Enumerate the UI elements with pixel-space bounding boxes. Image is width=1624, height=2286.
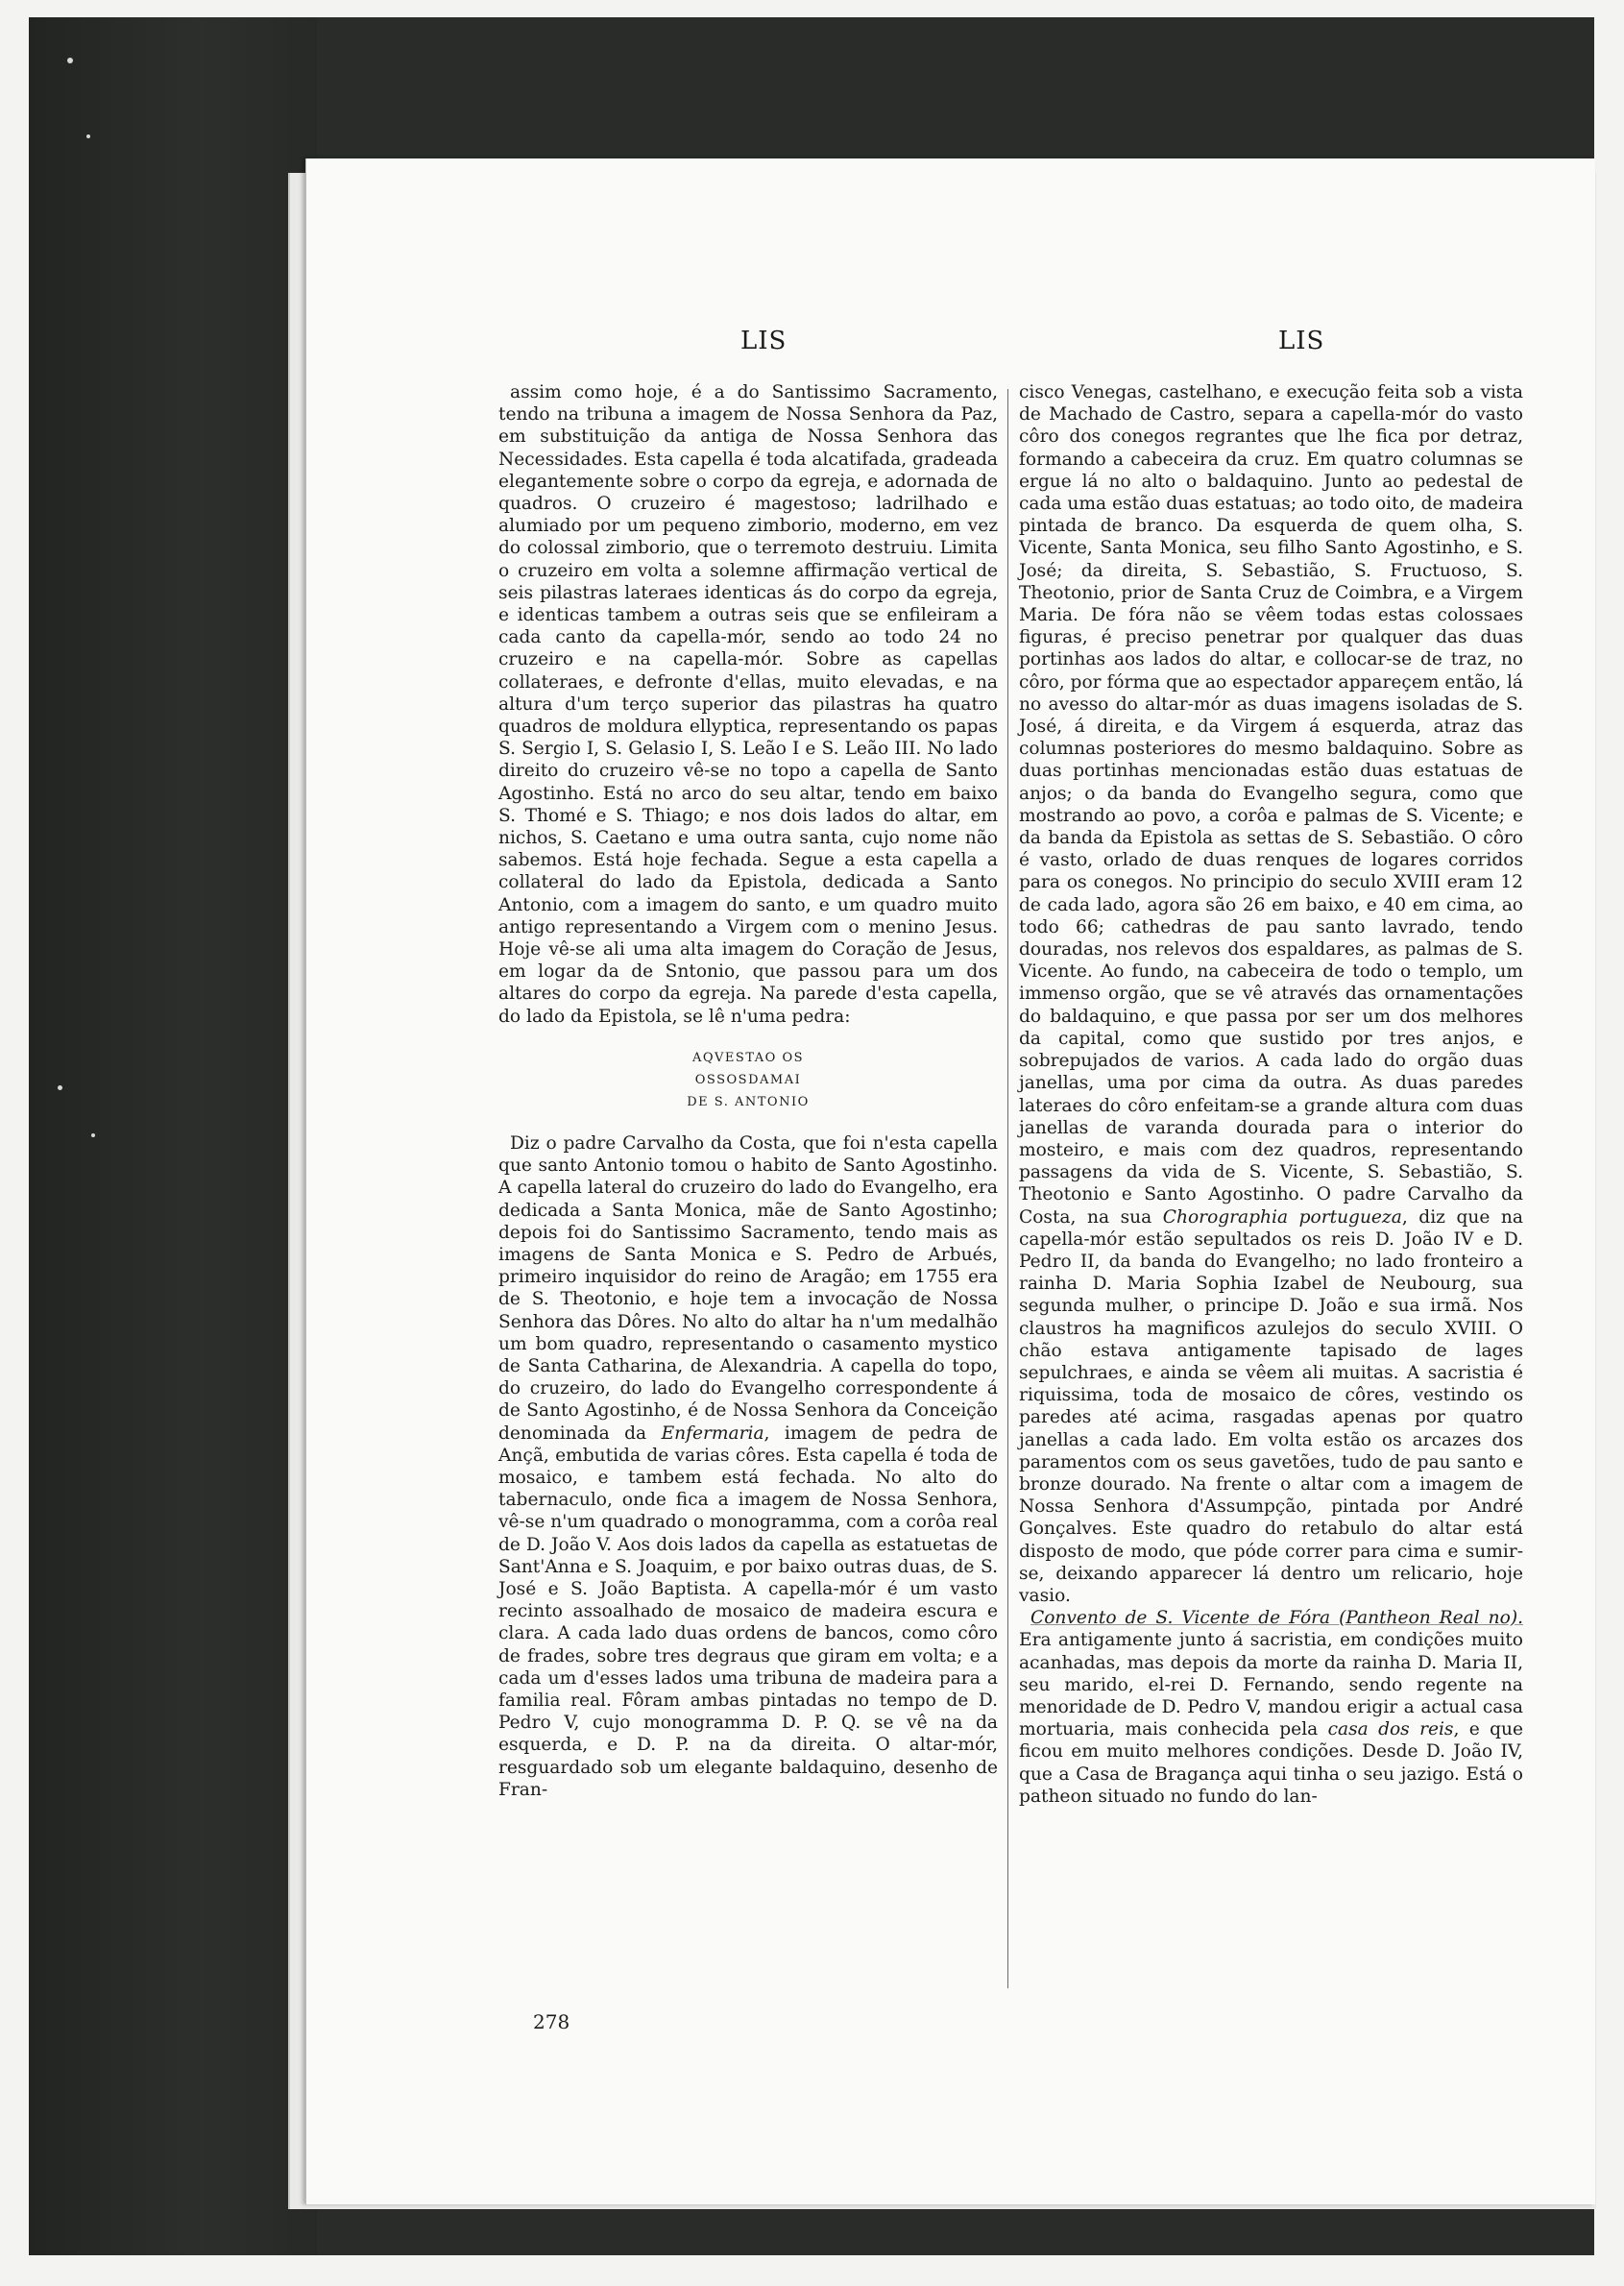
page-number: 278 (533, 2010, 570, 2033)
left-column (498, 381, 998, 1801)
shadow-edge (29, 17, 317, 2255)
left-paragraph-2-text-b: , imagem de pedra de Ançã, embutida de varias côres. Esta capella é toda de mosaico, e tambem está fechada. No alto do tabernaculo, onde fica a imagem de Nossa Senhora, vê-se n'um quadrado o monogramma, com a corôa real de D. João V. Aos dois lados da capella as estatuetas de Sant'Anna e S. Joaquim, e por baixo outras duas, de S. José e S. João Baptista. A capella-mór é um vasto recinto assoalhado de mosaico de madeira escura e clara. A cada lado duas ordens de bancos, como côro de frades, sobre tres degraus que giram em volta; e a cada um d'esses lados uma tribuna de madeira para a familia real. Fôram ambas pintadas no tempo de D. Pedro V, cujo monogramma D. P. Q. se vê na da esquerda, e D. P. na da direita. O altar-mór, resguardado sob um elegante baldaquino, desenho de Fran- (498, 1423, 998, 1800)
speck (86, 134, 90, 138)
right-paragraph-2-text-a: Era antigamente junto á sacristia, em condições muito acanhadas, mas depois da morte da rainha D. Maria II, seu marido, el-rei D. Fernando, sendo regente na menoridade de D. Pedro V, mandou erigir a actual casa mortuaria, mais conhecida pela (1019, 1630, 1523, 1740)
right-paragraph-1 (1019, 381, 1523, 1607)
running-header-right: LIS (1278, 327, 1325, 355)
right-paragraph-2 (1019, 1607, 1523, 1808)
column-divider (1007, 389, 1008, 1988)
left-paragraph-2 (498, 1132, 998, 1801)
book-page (305, 158, 1595, 2204)
right-column (1019, 381, 1523, 1808)
speck (58, 1085, 62, 1090)
left-paragraph-2-text-a: Diz o padre Carvalho da Costa, que foi n'esta capella que santo Antonio tomou o habito de Santo Agostinho. A capella lateral do cruzeiro do lado do Evangelho, era dedicada a Santa Monica, mãe de Santo Agostinho; depois foi do Santissimo Sacramento, tendo mais as imagens de Santa Monica e S. Pedro de Arbués, primeiro inquisidor do reino de Aragão; em 1755 era de S. Theotonio, e hoje tem a invocação de Nossa Senhora das Dôres. No alto do altar ha n'um medalhão um bom quadro, representando o casamento mystico de Santa Catharina, de Alexandria. A capella do topo, do cruzeiro, do lado do Evangelho correspondente á de Santo Agostinho, é de Nossa Senhora da Conceição denominada da (498, 1132, 998, 1444)
right-paragraph-1-text-b: , diz que na capella-mór estão sepultados os reis D. João IV e D. Pedro II, da banda do Evangelho; no lado fronteiro a rainha D. Maria Sophia Izabel de Neubourg, sua segunda mulher, o principe D. João e sua irmã. Nos claustros ha magnificos azulejos do seculo XVIII. O chão estava antigamente tapisado de lages sepulchraes, e ainda se vêem ali muitas. A sacristia é riquissima, toda de mosaico de côres, vestindo os paredes até acima, rasgadas apenas por quatro janellas a cada lado. Em volta estão os arcazes dos paramentos com os seus gavetões, tudo de pau santo e bronze dourado. Na frente o altar com a imagem de Nossa Senhora d'Assumpção, pintada por André Gonçalves. Este quadro do retabulo do altar está disposto de modo, que póde correr para cima e sumir-se, deixando apparecer lá dentro um relicario, hoje vasio. (1019, 1206, 1523, 1606)
right-paragraph-1-text-a: cisco Venegas, castelhano, e execução feita sob a vista de Machado de Castro, separa a capella-mór do vasto côro dos conegos regrantes que lhe fica por detraz, formando a cabeceira da cruz. Em quatro columnas se ergue lá no alto o baldaquino. Junto ao pedestal de cada uma estão duas estatuas; ao todo oito, de madeira pintada de branco. Da esquerda de quem olha, S. Vicente, Santa Monica, seu filho Santo Agostinho, e S. José; da direita, S. Sebastião, S. Fructuoso, S. Theotonio, prior de Santa Cruz de Coimbra, e a Virgem Maria. De fóra não se vêem todas estas colossaes figuras, é preciso penetrar por qualquer das duas portinhas aos lados do altar, e collocar-se de traz, no côro, por fórma que ao espectador appareçem então, lá no avesso do altar-mór as duas imagens isoladas de S. José, á direita, e da Virgem á esquerda, atraz das columnas posteriores do mesmo baldaquino. Sobre as duas portinhas mencionadas estão duas estatuas de anjos; o da banda do Evangelho segura, como que mostrando ao povo, a corôa e palmas de S. Vicente; e da banda da Epistola as settas de S. Sebastião. O côro é vasto, orlado de duas renques de logares corridos para os conegos. No principio do seculo XVIII eram 12 de cada lado, agora são 26 em baixo, e 40 em cima, ao todo 66; cathedras de pau santo lavrado, tendo douradas, nos relevos dos espaldares, as palmas de S. Vicente. Ao fundo, na cabeceira de todo o templo, um immenso orgão, que se vê através das ornamentações do baldaquino, e que passa por ser um dos melhores da capital, como que sustido por tres anjos, e sobrepujados de varios. A cada lado do orgão duas janellas, uma por cima da outra. As duas paredes lateraes do côro enfeitam-se a grande altura com duas janellas de varanda dourada para o interior do mosteiro, e mais com dez quadros, representando passagens da vida de S. Vicente, S. Sebastião, S. Theotonio e Santo Agostinho. O padre Carvalho da Costa, na sua (1019, 382, 1523, 1228)
right-paragraph-2-text-b: , e que ficou em muito melhores condições. Desde D. João IV, que a Casa de Bragança aqui tinha o seu jazigo. Está o patheon situado no fundo do lan- (1019, 1719, 1523, 1807)
stone-inscription (498, 1047, 998, 1113)
right-paragraph-1-italic: Chorographia portugueza (1162, 1206, 1402, 1228)
speck (91, 1133, 95, 1137)
inscription-line-1: AQVESTAO OS (691, 1050, 805, 1065)
inscription-line-2: OSSOSDAMAI (694, 1072, 802, 1087)
speck (67, 58, 73, 63)
right-paragraph-2-italic: casa dos reis (1327, 1719, 1454, 1740)
inscription-line-3: DE S. ANTONIO (687, 1094, 810, 1109)
running-header-left: LIS (740, 327, 788, 355)
left-paragraph-2-italic: Enfermaria (661, 1423, 764, 1444)
section-title: Convento de S. Vicente de Fóra (Pantheon Real no). (1030, 1608, 1523, 1629)
left-paragraph-1: assim como hoje, é a do Santissimo Sacramento, tendo na tribuna a imagem de Nossa Senhora da Paz, em substituição da antiga de Nossa Senhora das Necessidades. Esta capella é toda alcatifada, gradeada elegantemente sobre o corpo da egreja, e adornada de quadros. O cruzeiro é magestoso; ladrilhado e alumiado por um pequeno zimborio, moderno, em vez do colossal zimborio, que o terremoto destruiu. Limita o cruzeiro em volta a solemne affirmação vertical de seis pilastras lateraes identicas ás do corpo da egreja, e identicas tambem a outras seis que se enfileiram a cada canto da capella-mór, sendo ao todo 24 no cruzeiro e na capella-mór. Sobre as capellas collateraes, e defronte d'ellas, muito elevadas, e na altura d'um terço superior das pilastras ha quatro quadros de moldura ellyptica, representando os papas S. Sergio I, S. Gelasio I, S. Leão I e S. Leão III. No lado direito do cruzeiro vê-se no topo a capella de Santo Agostinho. Está no arco do seu altar, tendo em baixo S. Thomé e S. Thiago; e nos dois lados do altar, em nichos, S. Caetano e uma outra santa, cujo nome não sabemos. Está hoje fechada. Segue a esta capella a collateral do lado da Epistola, dedicada a Santo Antonio, com a imagem do santo, e um quadro muito antigo representando a Virgem com o menino Jesus. Hoje vê-se ali uma alta imagem do Coração de Jesus, em logar da de Sntonio, que passou para um dos altares do corpo da egreja. Na parede d'esta capella, do lado da Epistola, se lê n'uma pedra: (498, 382, 998, 1027)
